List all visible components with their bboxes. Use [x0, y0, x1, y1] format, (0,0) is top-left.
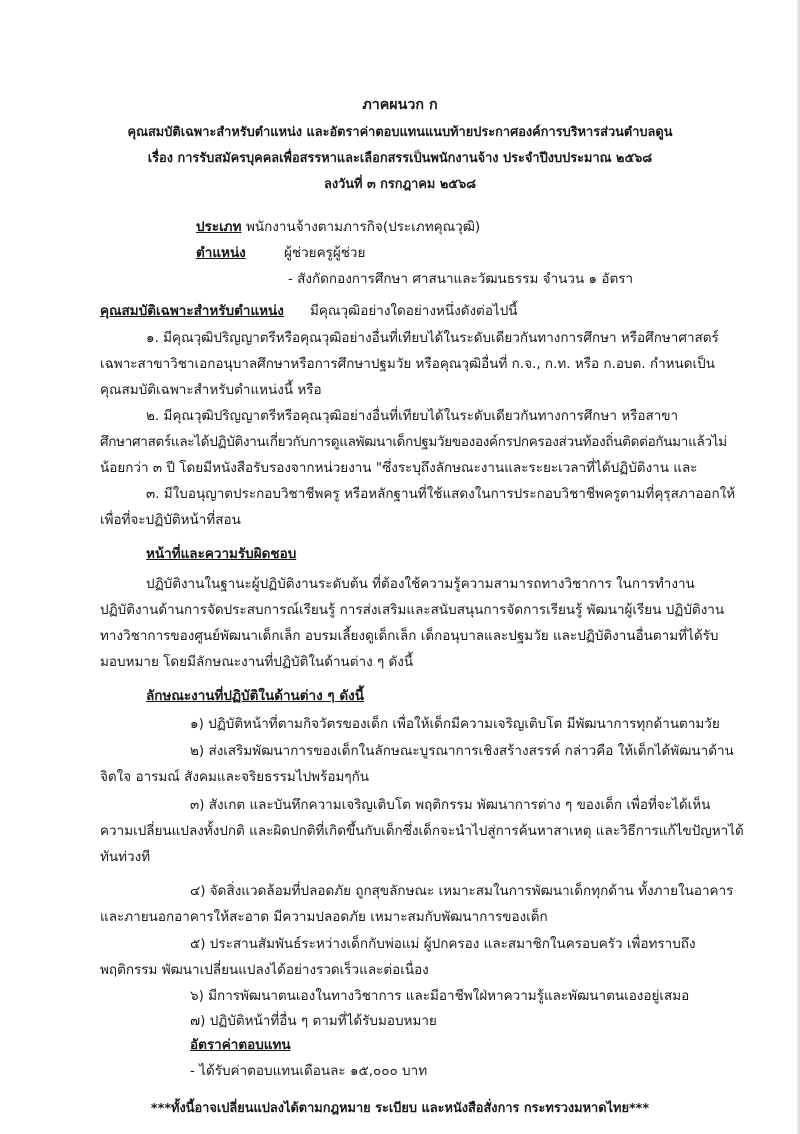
task-line: และภายนอกอาคารให้สะอาด มีความปลอดภัย เหมาะสมกับพัฒนาการของเด็ก [100, 909, 548, 925]
tasks-heading: ลักษณะงานที่ปฏิบัติในด้านต่าง ๆ ดังนี้ [146, 688, 364, 704]
qualification-line: ศึกษาศาสตร์และได้ปฏิบัติงานเกี่ยวกับการดูแลพัฒนาเด็กปฐมวัยขององค์กรปกครองส่วนท้องถิ่นติดต่อกันมาแล้วไม่ [100, 434, 727, 450]
header-line-3: ลงวันที่ ๓ กรกฎาคม ๒๕๖๘ [323, 177, 477, 192]
header-line-2: เรื่อง การรับสมัครบุคคลเพื่อสรรหาและเลือกสรรเป็นพนักงานจ้าง ประจำปีงบประมาณ ๒๕๖๘ [147, 151, 653, 166]
qualification-line: เพื่อที่จะปฏิบัติหน้าที่สอน [100, 512, 241, 528]
task-line: ความเปลี่ยนแปลงทั้งปกติ และผิดปกติที่เกิดขึ้นกับเด็กซึ่งเด็กจะนำไปสู่การค้นหาสาเหตุ และวิธีการแก้ไขปัญหาได้ [100, 823, 744, 839]
scan-edge-shadow [796, 0, 800, 1134]
qualifications-heading: คุณสมบัติเฉพาะสำหรับตำแหน่ง [100, 303, 284, 319]
duties-line: ทางวิชาการของศูนย์พัฒนาเด็กเล็ก อบรมเลี้ยงดูเด็กเล็ก เด็กอนุบาลและปฐมวัย และปฏิบัติงานอื่นตามที่ได้รับ [100, 628, 719, 644]
qualification-line: คุณสมบัติเฉพาะสำหรับตำแหน่งนี้ หรือ [100, 382, 322, 398]
department-line: - สังกัดกองการศึกษา ศาสนาและวัฒนธรรม จำนวน ๑ อัตรา [288, 271, 634, 287]
task-line: ๕) ประสานสัมพันธ์ระหว่างเด็กกับพ่อแม่ ผู้ปกครอง และสมาชิกในครอบครัว เพื่อทราบถึง [190, 936, 696, 952]
qualification-line: ๑. มีคุณวุฒิปริญญาตรีหรือคุณวุฒิอย่างอื่นที่เทียบได้ในระดับเดียวกันทางการศึกษา หรือศึกษาศาสตร์ [146, 330, 719, 346]
appendix-title: ภาคผนวก ก [362, 97, 438, 113]
duties-line: ปฏิบัติงานในฐานะผู้ปฏิบัติงานระดับต้น ที่ต้องใช้ความรู้ความสามารถทางวิชาการ ในการทำงาน [146, 576, 695, 592]
qualification-line: เฉพาะสาขาวิชาเอกอนุบาลศึกษาหรือการศึกษาปฐมวัย หรือคุณวุฒิอื่นที่ ก.จ., ก.ท. หรือ ก.อบต. กำหนดเป็น [100, 356, 715, 372]
duties-line: ปฏิบัติงานด้านการจัดประสบการณ์เรียนรู้ การส่งเสริมและสนับสนุนการจัดการเรียนรู้ พัฒนาผู้เรียน ปฏิบัติงาน [100, 602, 725, 618]
task-line: พฤติกรรม พัฒนาเปลี่ยนแปลงได้อย่างรวดเร็วและต่อเนื่อง [100, 962, 429, 978]
task-line: ทันท่วงที [100, 849, 151, 865]
task-line: ๑) ปฏิบัติหน้าที่ตามกิจวัตรของเด็ก เพื่อให้เด็กมีความเจริญเติบโต มีพัฒนาการทุกด้านตามวัย [190, 716, 720, 732]
compensation-line: - ได้รับค่าตอบแทนเดือนละ ๑๕,๐๐๐ บาท [190, 1063, 428, 1079]
task-line: จิตใจ อารมณ์ สังคมและจริยธรรมไปพร้อมๆกัน [100, 769, 369, 785]
qualifications-heading-rest: มีคุณวุฒิอย่างใดอย่างหนึ่งดังต่อไปนี้ [310, 303, 518, 319]
task-line: ๓) สังเกต และบันทึกความเจริญเติบโต พฤติกรรม พัฒนาการต่าง ๆ ของเด็ก เพื่อที่จะได้เห็น [190, 797, 711, 813]
qualification-line: ๒. มีคุณวุฒิปริญญาตรีหรือคุณวุฒิอย่างอื่นที่เทียบได้ในระดับเดียวกันทางการศึกษา หรือสาขา [146, 408, 679, 424]
task-line: ๗) ปฏิบัติหน้าที่อื่น ๆ ตามที่ได้รับมอบหมาย [190, 1013, 437, 1029]
footer-note: ***ทั้งนี้อาจเปลี่ยนแปลงได้ตามกฎหมาย ระเบียบ และหนังสือสั่งการ กระทรวงมหาดไทย*** [150, 1101, 650, 1116]
qualification-line: น้อยกว่า ๓ ปี โดยมีหนังสือรับรองจากหน่วยงาน "ซึ่งระบุถึงลักษณะงานและระยะเวลาที่ได้ปฏิบัติงาน และ [100, 460, 698, 476]
duties-line: มอบหมาย โดยมีลักษณะงานที่ปฏิบัติในด้านต่าง ๆ ดังนี้ [100, 654, 414, 670]
task-line: ๒) ส่งเสริมพัฒนาการของเด็กในลักษณะบูรณาการเชิงสร้างสรรค์ กล่าวคือ ให้เด็กได้พัฒนาด้าน [190, 743, 734, 759]
task-line: ๖) มีการพัฒนาตนเองในทางวิชาการ และมีอาชีพใฝ่หาความรู้และพัฒนาตนเองอยู่เสมอ [190, 988, 690, 1004]
type-value: พนักงานจ้างตามภารกิจ(ประเภทคุณวุฒิ) [246, 219, 481, 235]
task-line: ๔) จัดสิ่งแวดล้อมที่ปลอดภัย ถูกสุขลักษณะ เหมาะสมในการพัฒนาเด็กทุกด้าน ทั้งภายในอาคาร [190, 883, 734, 899]
header-line-1: คุณสมบัติเฉพาะสำหรับตำแหน่ง และอัตราค่าตอบแทนแนบท้ายประกาศองค์การบริหารส่วนตำบลดูน [127, 125, 673, 140]
position-label: ตำแหน่ง [196, 245, 246, 261]
type-label: ประเภท [196, 219, 242, 235]
duties-heading: หน้าที่และความรับผิดชอบ [146, 546, 297, 562]
compensation-heading: อัตราค่าตอบแทน [190, 1037, 291, 1053]
qualification-line: ๓. มีใบอนุญาตประกอบวิชาชีพครู หรือหลักฐานที่ใช้แสดงในการประกอบวิชาชีพครูตามที่คุรุสภาออกให้ [146, 486, 736, 502]
position-value: ผู้ช่วยครูผู้ช่วย [284, 245, 366, 261]
